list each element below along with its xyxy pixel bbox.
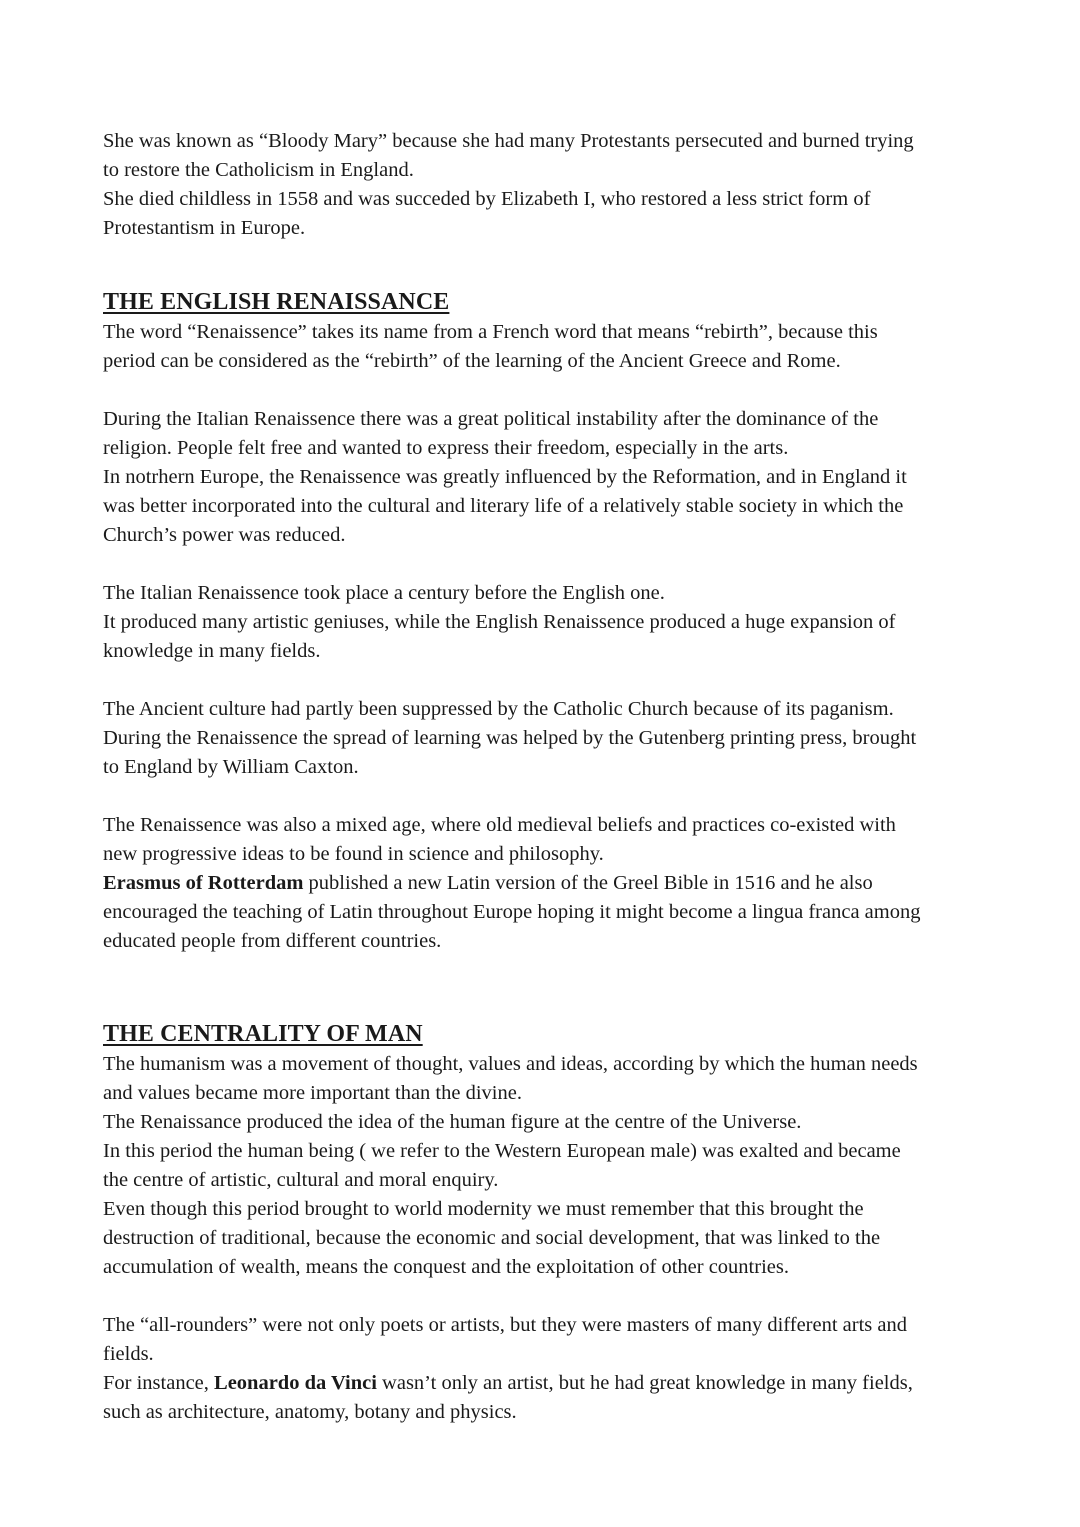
text-line: the centre of artistic, cultural and moral enquiry. xyxy=(103,1169,499,1191)
document-page xyxy=(103,127,983,1427)
text-line: such as architecture, anatomy, botany and physics. xyxy=(103,1401,517,1423)
text-line: to restore the Catholicism in England. xyxy=(103,159,414,181)
text-line: encouraged the teaching of Latin throughout Europe hoping it might become a lingua franca among xyxy=(103,901,921,923)
text-line: to England by William Caxton. xyxy=(103,756,359,778)
text-line: The “all-rounders” were not only poets or artists, but they were masters of many different arts and xyxy=(103,1314,907,1336)
text-line: In notrhern Europe, the Renaissence was greatly influenced by the Reformation, and in England it xyxy=(103,466,907,488)
renaissance-paragraph-4 xyxy=(103,579,983,608)
renaissance-paragraph-2 xyxy=(103,405,983,463)
text-line: She was known as “Bloody Mary” because she had many Protestants persecuted and burned trying xyxy=(103,130,914,152)
renaissance-paragraph-6 xyxy=(103,695,983,724)
text-line: Protestantism in Europe. xyxy=(103,217,306,239)
renaissance-paragraph-3 xyxy=(103,463,983,550)
section-heading-english-renaissance: THE ENGLISH RENAISSANCE xyxy=(103,289,450,315)
renaissance-paragraph-8 xyxy=(103,811,983,869)
text-line: The Renaissance produced the idea of the human figure at the centre of the Universe. xyxy=(103,1111,802,1133)
centrality-paragraph-3 xyxy=(103,1137,983,1195)
centrality-paragraph-2 xyxy=(103,1108,983,1137)
text-line: destruction of traditional, because the economic and social development, that was linked to the xyxy=(103,1227,881,1249)
renaissance-paragraph-7 xyxy=(103,724,983,782)
bold-name-erasmus: Erasmus of Rotterdam xyxy=(103,872,304,894)
centrality-paragraph-4 xyxy=(103,1195,983,1282)
text-line: The Ancient culture had partly been suppressed by the Catholic Church because of its paganism. xyxy=(103,698,894,720)
text-line: The word “Renaissence” takes its name from a French word that means “rebirth”, because this xyxy=(103,321,878,343)
centrality-paragraph-1 xyxy=(103,1050,983,1108)
intro-paragraph-1 xyxy=(103,127,983,185)
text-line: new progressive ideas to be found in science and philosophy. xyxy=(103,843,604,865)
text-line: During the Renaissence the spread of learning was helped by the Gutenberg printing press, brought xyxy=(103,727,917,749)
text-line: In this period the human being ( we refer to the Western European male) was exalted and became xyxy=(103,1140,901,1162)
text-line: accumulation of wealth, means the conquest and the exploitation of other countries. xyxy=(103,1256,789,1278)
text-run: published a new Latin version of the Greel Bible in 1516 and he also xyxy=(303,872,873,894)
text-line: religion. People felt free and wanted to express their freedom, especially in the arts. xyxy=(103,437,789,459)
text-line: The Renaissence was also a mixed age, where old medieval beliefs and practices co-existed with xyxy=(103,814,896,836)
text-line: and values became more important than the divine. xyxy=(103,1082,522,1104)
text-line: educated people from different countries. xyxy=(103,930,442,952)
text-line: fields. xyxy=(103,1343,154,1365)
text-line xyxy=(103,1369,983,1398)
text-line xyxy=(103,869,983,898)
text-run: For instance, xyxy=(103,1372,215,1394)
text-line: was better incorporated into the cultural and literary life of a relatively stable society in which the xyxy=(103,495,904,517)
text-line: The humanism was a movement of thought, values and ideas, according by which the human needs xyxy=(103,1053,918,1075)
centrality-paragraph-6 xyxy=(103,1369,983,1427)
renaissance-paragraph-9 xyxy=(103,869,983,956)
renaissance-paragraph-1 xyxy=(103,318,983,376)
text-line: During the Italian Renaissence there was a great political instability after the dominance of the xyxy=(103,408,879,430)
section-heading-centrality-of-man: THE CENTRALITY OF MAN xyxy=(103,1021,423,1047)
centrality-paragraph-5 xyxy=(103,1311,983,1369)
bold-name-leonardo: Leonardo da Vinci xyxy=(214,1372,377,1394)
text-run: wasn’t only an artist, but he had great knowledge in many fields, xyxy=(376,1372,913,1394)
text-line: She died childless in 1558 and was succeded by Elizabeth I, who restored a less strict form of xyxy=(103,188,871,210)
text-line: knowledge in many fields. xyxy=(103,640,321,662)
renaissance-paragraph-5 xyxy=(103,608,983,666)
text-line: period can be considered as the “rebirth” of the learning of the Ancient Greece and Rome. xyxy=(103,350,841,372)
text-line: Even though this period brought to world modernity we must remember that this brought the xyxy=(103,1198,864,1220)
text-line: Church’s power was reduced. xyxy=(103,524,346,546)
text-line: The Italian Renaissence took place a century before the English one. xyxy=(103,582,665,604)
intro-paragraph-2 xyxy=(103,185,983,243)
text-line: It produced many artistic geniuses, while the English Renaissence produced a huge expansion of xyxy=(103,611,896,633)
